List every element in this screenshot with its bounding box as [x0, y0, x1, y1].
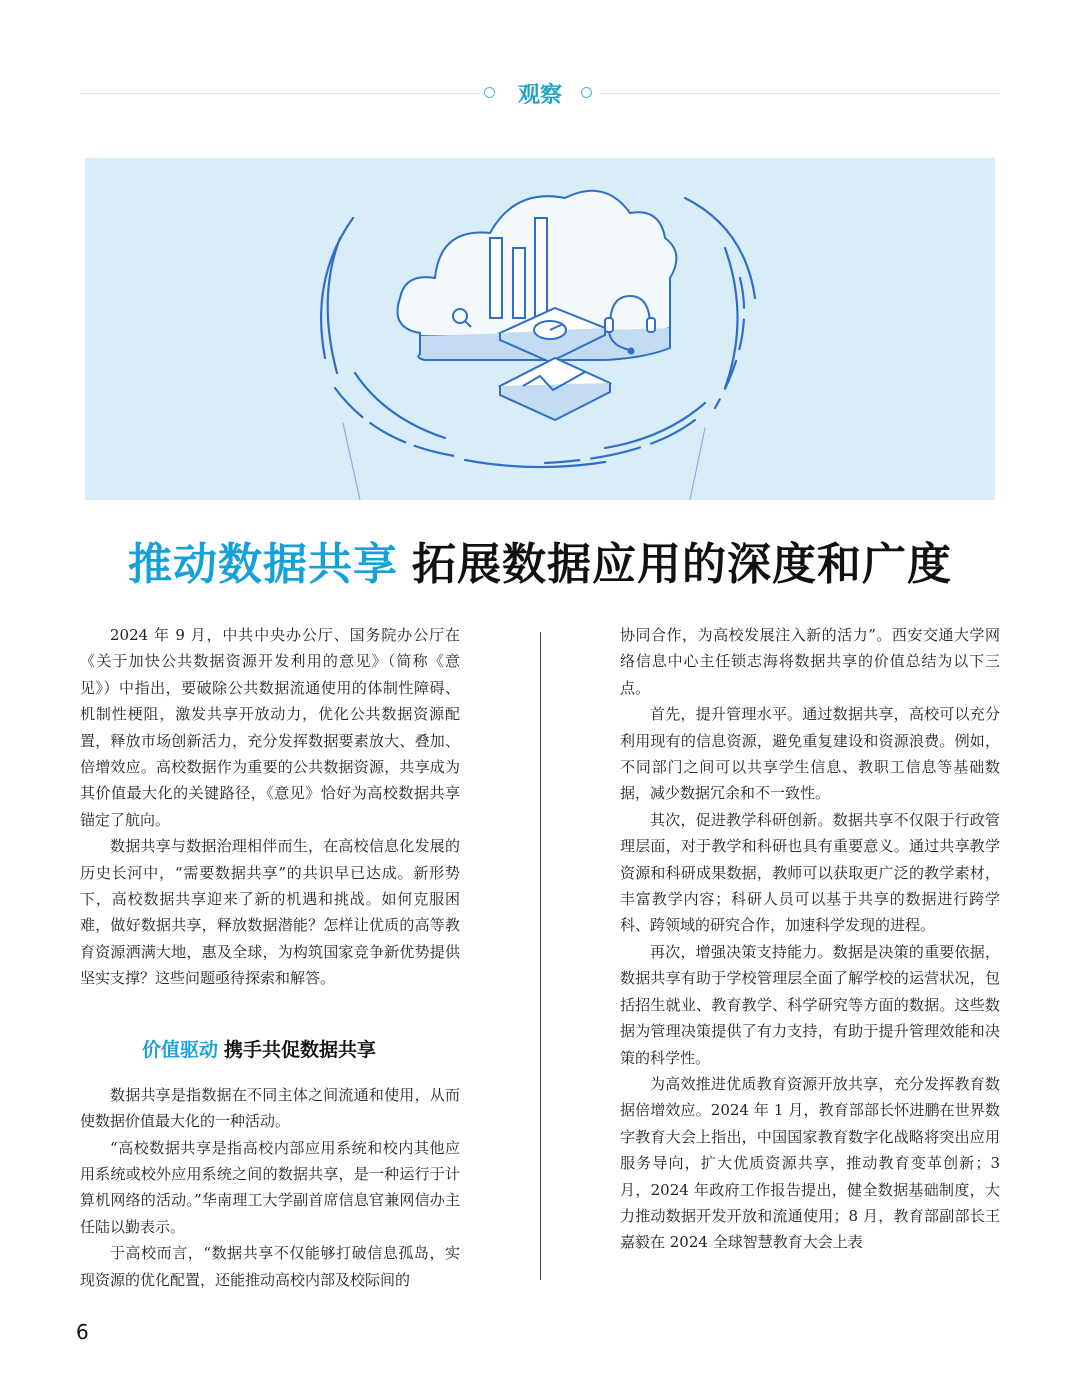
header-dot-left [484, 87, 495, 98]
right-column [620, 622, 1000, 1256]
paragraph: 首先，提升管理水平。通过数据共享，高校可以充分利用现有的信息资源，避免重复建设和资源浪费。例如，不同部门之间可以共享学生信息、教职工信息等基础数据，减少数据冗余和不一致性。 [620, 705, 1000, 803]
headline-highlight: 推动数据共享 [128, 539, 398, 590]
cloud-data-sharing-illustration-icon [85, 158, 995, 500]
section-heading-main: 携手共促数据共享 [224, 1038, 377, 1061]
paragraph: 为高效推进优质教育资源开放共享，充分发挥教育数据倍增效应。2024 年 1 月，教育部部长怀进鹏在世界数字教育大会上指出，中国国家教育数字化战略将突出应用服务导向，扩大优质资源共享，推动教育变革创新；3 月，2024 年政府工作报告提出，健全数据基础制度，大力推动数据开发开放和流通使用；8 月，教育部副部长王嘉毅在 2024 全球智慧教育大会上表 [620, 1074, 1000, 1252]
hero-illustration [85, 158, 995, 500]
paragraph: 数据共享与数据治理相伴而生，在高校信息化发展的历史长河中，“需要数据共享”的共识早已达成。新形势下，高校数据共享迎来了新的机遇和挑战。如何克服困难，做好数据共享，释放数据潜能？怎样让优质的高等教育资源洒满大地，惠及全球，为构筑国家竞争新优势提供坚实支撑？这些问题亟待探索和解答。 [80, 837, 460, 988]
column-divider [540, 632, 541, 1280]
header-rule-right [600, 93, 1000, 94]
page-number: 6 [76, 1320, 89, 1344]
header-dot-right [581, 87, 592, 98]
paragraph: 再次，增强决策支持能力。数据是决策的重要依据，数据共享有助于学校管理层全面了解学校的运营状况，包括招生就业、教育教学、科学研究等方面的数据。这些数据为管理决策提供了有力支持，有助于提升管理效能和决策的科学性。 [620, 942, 1000, 1067]
section-title: 观察 [517, 83, 562, 108]
section-heading-highlight: 价值驱动 [142, 1038, 219, 1061]
paragraph: 数据共享是指数据在不同主体之间流通和使用，从而使数据价值最大化的一种活动。 [80, 1085, 460, 1131]
header-rule-left [80, 93, 480, 94]
left-column [80, 622, 460, 1293]
paragraph: 于高校而言，“数据共享不仅能够打破信息孤岛，实现资源的优化配置，还能推动高校内部及校际间的 [80, 1244, 460, 1289]
paragraph: “高校数据共享是指高校内部应用系统和校内其他应用系统或校外应用系统之间的数据共享，是一种运行于计算机网络的活动。”华南理工大学副首席信息官兼网信办主任陆以勤表示。 [80, 1138, 460, 1236]
article-headline [80, 528, 1000, 592]
paragraph: 其次，促进教学科研创新。数据共享不仅限于行政管理层面，对于教学和科研也具有重要意义。通过共享教学资源和科研成果数据，教师可以获取更广泛的教学素材，丰富教学内容；科研人员可以基于共享的数据进行跨学科、跨领域的研究合作，加速科学发现的进程。 [620, 810, 1000, 935]
paragraph: 2024 年 9 月，中共中央办公厅、国务院办公厅在《关于加快公共数据资源开发利用的意见》（简称《意见》）中指出，要破除公共数据流通使用的体制性障碍、机制性梗阻，激发共享开放动力，优化公共数据资源配置，释放市场创新活力，充分发挥数据要素放大、叠加、倍增效应。高校数据作为重要的公共数据资源，共享成为其价值最大化的关键路径，《意见》恰好为高校数据共享锚定了航向。 [80, 626, 460, 829]
section-header [80, 76, 1000, 112]
paragraph: 协同合作，为高校发展注入新的活力”。西安交通大学网络信息中心主任锁志海将数据共享的价值总结为以下三点。 [620, 626, 1000, 697]
headline-main: 拓展数据应用的深度和广度 [412, 539, 952, 590]
section-heading [142, 1038, 460, 1062]
